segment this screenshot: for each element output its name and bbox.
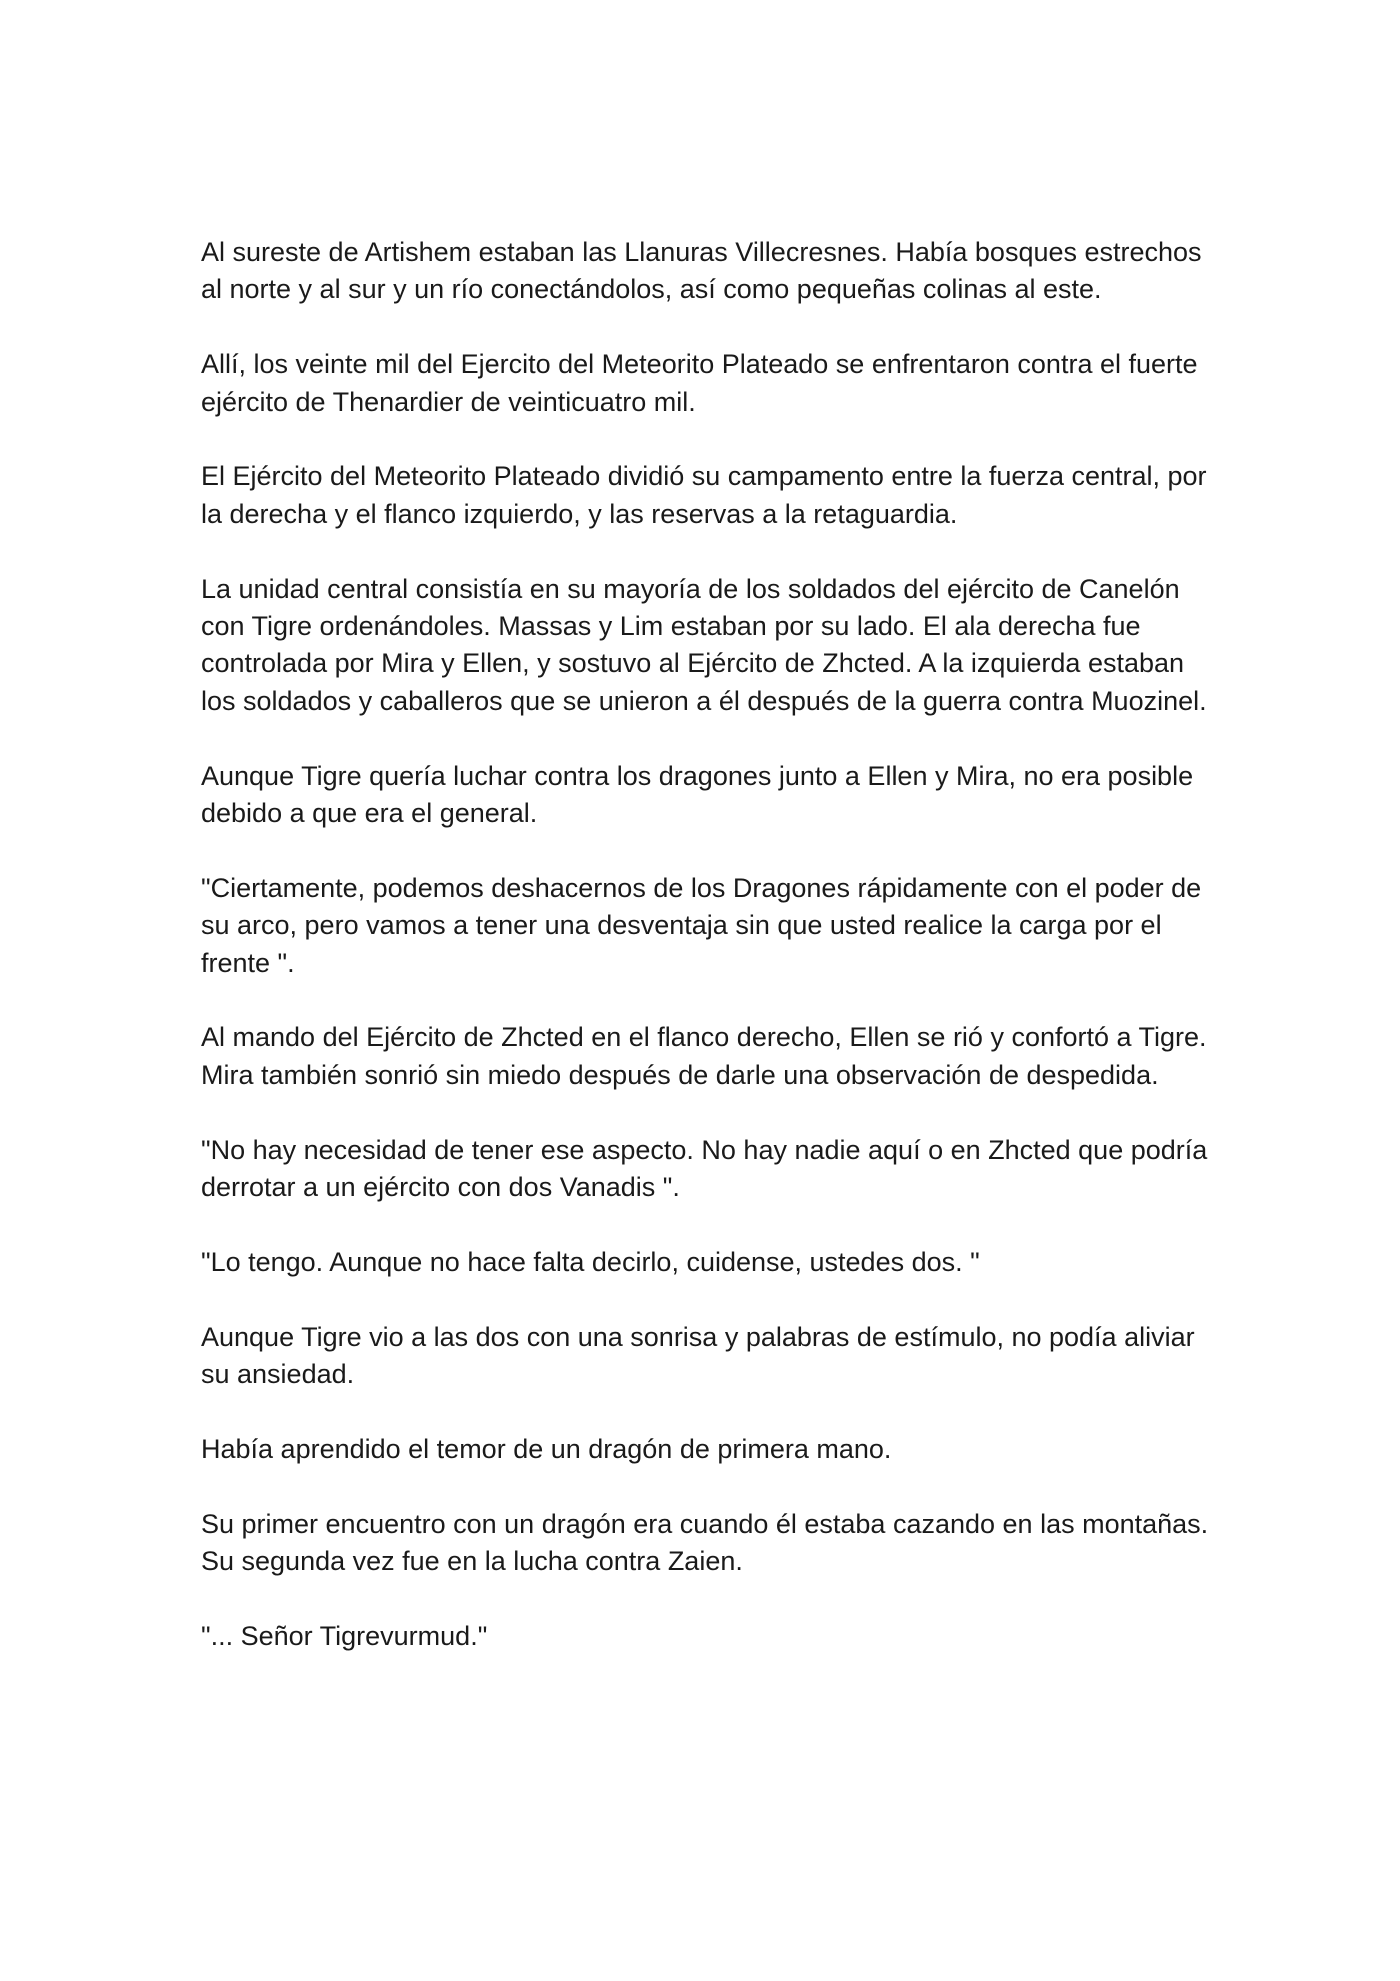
paragraph-9: "Lo tengo. Aunque no hace falta decirlo, cuidense, ustedes dos. "	[201, 1246, 980, 1277]
paragraph-11: Había aprendido el temor de un dragón de primera mano.	[201, 1433, 892, 1464]
text-body	[201, 234, 1211, 1693]
paragraph-3: El Ejército del Meteorito Plateado dividió su campamento entre la fuerza central, por la derecha y el flanco izquierdo, y las reservas a la retaguardia.	[201, 461, 1207, 529]
paragraph-5: Aunque Tigre quería luchar contra los dragones junto a Ellen y Mira, no era posible debido a que era el general.	[201, 760, 1194, 829]
paragraph-10: Aunque Tigre vio a las dos con una sonrisa y palabras de estímulo, no podía aliviar su ansiedad.	[201, 1321, 1195, 1390]
paragraph-6: "Ciertamente, podemos deshacernos de los Dragones rápidamente con el poder de su arco, pero vamos a tener una desventaja sin que usted realice la carga por el frente ".	[201, 872, 1202, 978]
paragraph-12: Su primer encuentro con un dragón era cuando él estaba cazando en las montañas. Su segunda vez fue en la lucha contra Zaien.	[201, 1508, 1209, 1577]
paragraph-2: Allí, los veinte mil del Ejercito del Meteorito Plateado se enfrentaron contra el fuerte ejército de Thenardier de veinticuatro mil.	[201, 349, 1198, 417]
paragraph-4: La unidad central consistía en su mayoría de los soldados del ejército de Canelón con Tigre ordenándoles. Massas y Lim estaban por su lado. El ala derecha fue controlada por Mira y Ellen, y sostuvo al Ejército de Zhcted. A la izquierda estaban los soldados y caballeros que se unieron a él después de la guerra contra Muozinel.	[201, 573, 1207, 716]
paragraph-13: "... Señor Tigrevurmud."	[201, 1620, 488, 1651]
paragraph-1: Al sureste de Artishem estaban las Llanuras Villecresnes. Había bosques estrechos al norte y al sur y un río conectándolos, así como pequeñas colinas al este.	[201, 237, 1202, 305]
paragraph-8: "No hay necesidad de tener ese aspecto. No hay nadie aquí o en Zhcted que podría derrotar a un ejército con dos Vanadis ".	[201, 1134, 1208, 1203]
paragraph-7: Al mando del Ejército de Zhcted en el flanco derecho, Ellen se rió y confortó a Tigre. Mira también sonrió sin miedo después de darle una observación de despedida.	[201, 1022, 1207, 1090]
